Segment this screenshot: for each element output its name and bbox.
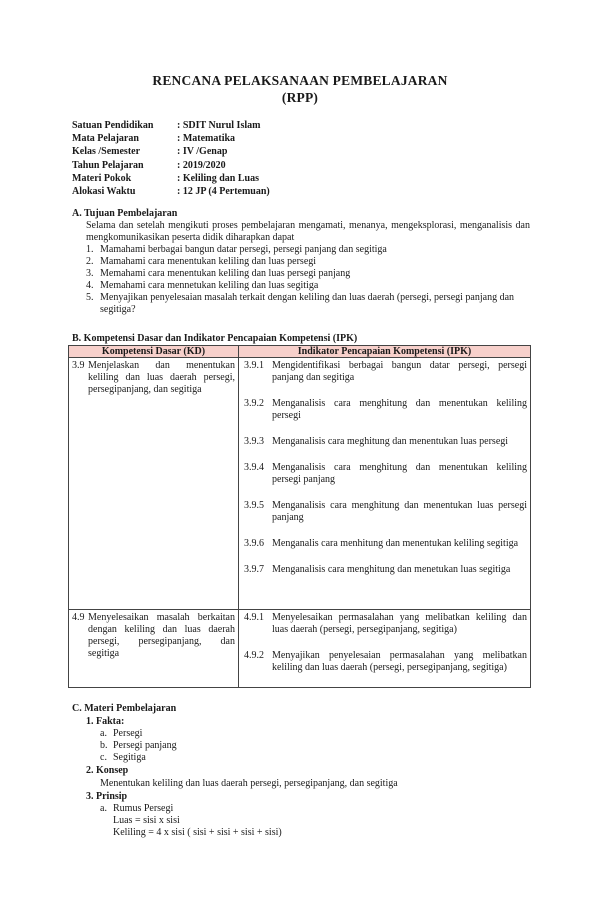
list-item: a. Rumus Persegi (100, 803, 174, 814)
list-item: 5. Menyajikan penyelesaian masalah terkait dengan keliling dan luas daerah (persegi, persegi panjang dan segitiga? (86, 292, 515, 315)
konsep-heading: 2. Konsep (86, 765, 129, 776)
list-item: b. Persegi panjang (100, 740, 177, 751)
section-a-heading: A. Tujuan Pembelajaran (72, 208, 178, 219)
column-header-ipk: Indikator Pencapaian Kompetensi (IPK) (239, 346, 531, 358)
formula-keliling: Keliling = 4 x sisi ( sisi + sisi + sisi + sisi) (113, 827, 282, 838)
identity-row: Tahun Pelajaran : 2019/2020 (72, 159, 226, 171)
ipk-item: 3.9.3 Menganalisis cara meghitung dan menentukan luas persegi (244, 436, 509, 447)
list-item: 1. Mamahami berbagai bangun datar persegi, persegi panjang dan segitiga (86, 244, 387, 255)
list-item: 4. Memahami cara mennetukan keliling dan luas segitiga (86, 280, 319, 291)
prinsip-heading: 3. Prinsip (86, 791, 128, 802)
identity-row: Materi Pokok : Keliling dan Luas (72, 172, 259, 184)
section-a-intro: Selama dan setelah mengikuti proses pembelajaran mengamati, menanya, mengeksplorasi, menganalisis dan mengkomunikasikan peserta didik diharapkan dapat (86, 220, 530, 243)
list-item: 2. Mamahami cara menentukan keliling dan luas persegi (86, 256, 317, 267)
competency-table (68, 345, 531, 688)
ipk-cell (239, 358, 531, 610)
ipk-item: 3.9.6 Menganalis cara menhitung dan menentukan keliling segitiga (244, 538, 519, 549)
column-header-kd: Kompetensi Dasar (KD) (69, 346, 239, 358)
ipk-item: 4.9.1 Menyelesaikan permasalahan yang melibatkan keliling dan luas daerah (persegi, persegipanjang, segitiga) (244, 612, 527, 635)
table-row (69, 358, 531, 610)
document-subtitle: (RPP) (281, 90, 319, 105)
ipk-item: 3.9.2 Menganalisis cara menghitung dan menentukan keliling persegi (244, 398, 527, 421)
ipk-item: 3.9.4 Menganalisis cara menghitung dan menentukan keliling persegi panjang (244, 462, 527, 485)
section-b-heading: B. Kompetensi Dasar dan Indikator Pencapaian Kompetensi (IPK) (72, 333, 358, 344)
table-header-row (69, 346, 531, 358)
section-c-heading: C. Materi Pembelajaran (72, 703, 177, 714)
identity-row: Satuan Pendidikan : SDIT Nurul Islam (72, 120, 261, 131)
identity-row: Alokasi Waktu : 12 JP (4 Pertemuan) (72, 186, 270, 198)
list-item: a. Persegi (100, 728, 143, 739)
identity-row: Mata Pelajaran : Matematika (72, 133, 236, 145)
ipk-item: 3.9.1 Mengidentifikasi berbagai bangun datar persegi, persegi panjang dan segitiga (244, 360, 527, 383)
ipk-item: 3.9.5 Menganalisis cara menghitung dan menentukan luas persegi panjang (244, 500, 527, 523)
ipk-cell (239, 610, 531, 688)
objectives-list (86, 244, 532, 316)
identity-block (72, 119, 270, 198)
list-item: 3. Memahami cara menentukan keliling dan luas persegi panjang (86, 268, 351, 279)
document-title: RENCANA PELAKSANAAN PEMBELAJARAN (152, 73, 448, 88)
ipk-item: 3.9.7 Menganalisis cara menghitung dan menetukan luas segitiga (244, 564, 511, 575)
identity-row: Kelas /Semester : IV /Genap (72, 146, 228, 158)
kd-cell: 4.9 Menyelesaikan masalah berkaitan dengan keliling dan luas daerah persegi, persegipanjang, dan segitiga (69, 610, 239, 688)
table-row (69, 610, 531, 688)
list-item: c. Segitiga (100, 752, 146, 763)
ipk-item: 4.9.2 Menyajikan penyelesaian permasalahan yang melibatkan keliling dan luas daerah (persegi, persegipanjang, segitiga) (244, 650, 527, 673)
formula-luas: Luas = sisi x sisi (113, 815, 180, 826)
kd-cell: 3.9 Menjelaskan dan menentukan keliling dan luas daerah persegi, persegipanjang, dan segitiga (69, 358, 239, 610)
konsep-text: Menentukan keliling dan luas daerah persegi, persegipanjang, dan segitiga (100, 778, 398, 789)
fakta-heading: 1. Fakta: (86, 716, 125, 727)
